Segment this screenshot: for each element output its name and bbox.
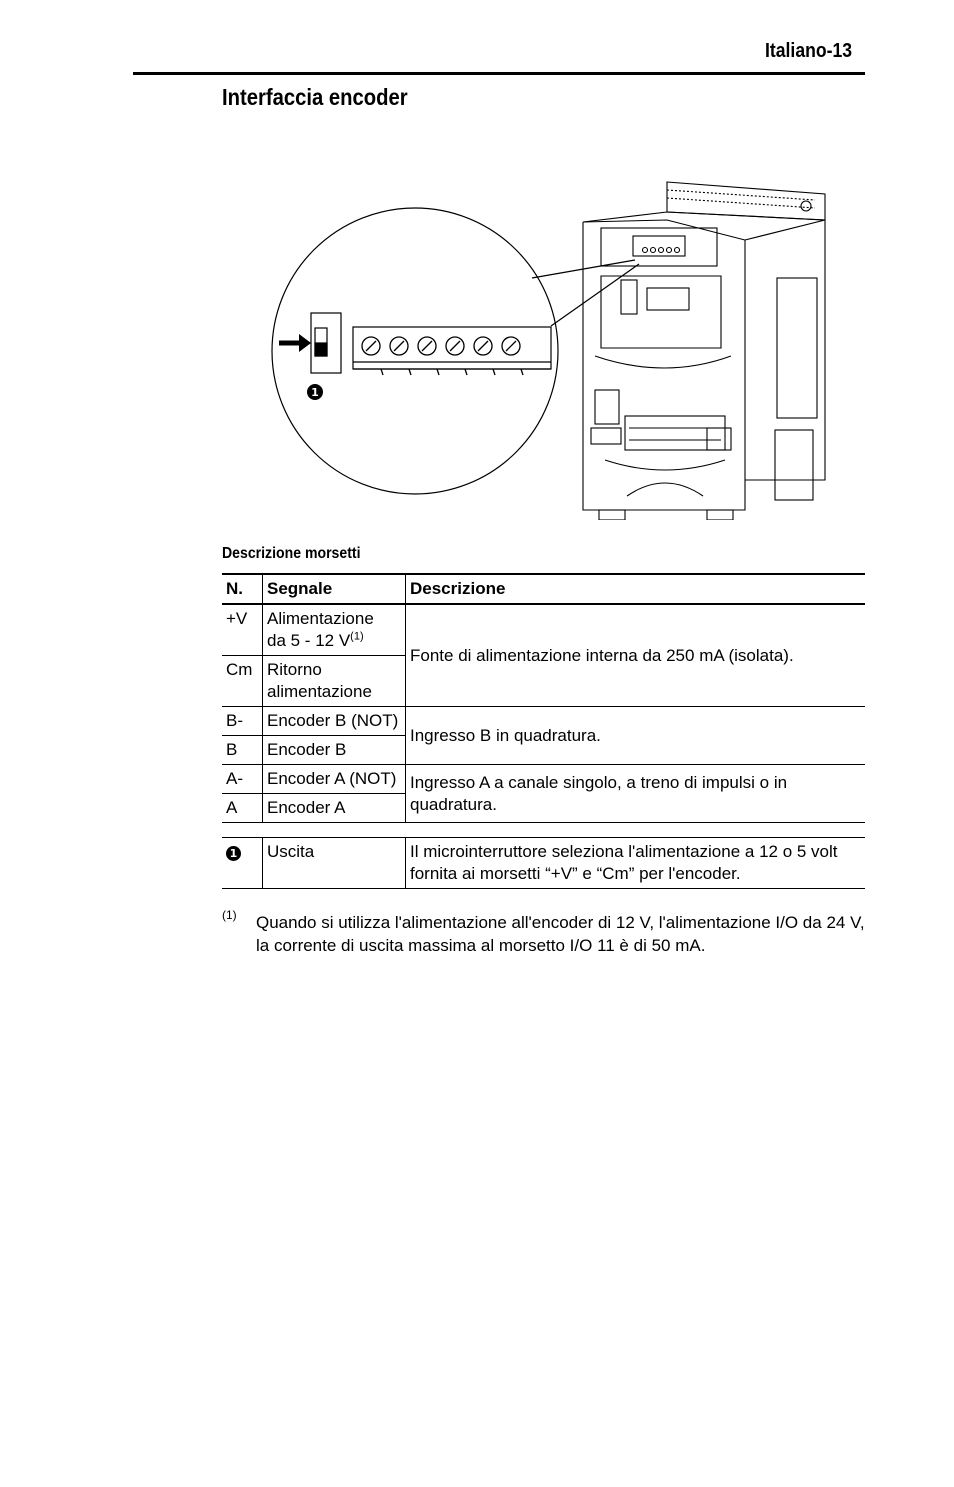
description-cell: Ingresso B in quadratura. <box>406 707 866 765</box>
terminal-no: +V <box>222 604 263 656</box>
drive-body <box>583 182 825 520</box>
table-row-output <box>222 838 865 889</box>
screw-slot <box>394 341 404 351</box>
terminal-tab <box>381 369 383 375</box>
terminal-tab <box>409 369 411 375</box>
description-cell: Ingresso A a canale singolo, a treno di impulsi o in quadratura. <box>406 765 866 823</box>
signal-name: Ritorno alimentazione <box>263 656 406 707</box>
terminal-description-table <box>222 573 865 889</box>
terminal-tab <box>437 369 439 375</box>
terminal-tab <box>521 369 523 375</box>
terminal-no: A <box>222 794 263 823</box>
table-row <box>222 707 865 736</box>
screw-slot <box>506 341 516 351</box>
terminal-block <box>353 327 551 369</box>
terminal-tab <box>465 369 467 375</box>
description-cell: Fonte di alimentazione interna da 250 mA (isolata). <box>406 604 866 707</box>
signal-name: Uscita <box>263 838 406 889</box>
output-marker-cell <box>222 838 263 889</box>
arrow-right-icon <box>279 334 311 352</box>
footnote-line: Quando si utilizza l'alimentazione all'encoder di 12 V, l'alimentazione I/O da 24 V, <box>256 913 865 932</box>
column-header-description: Descrizione <box>406 574 866 604</box>
terminal-no: Cm <box>222 656 263 707</box>
signal-name: Encoder B (NOT) <box>263 707 406 736</box>
description-cell: Il microinterruttore seleziona l'alimentazione a 12 o 5 volt fornita ai morsetti “+V” e “Cm” per l'encoder. <box>406 838 866 889</box>
screw-slot <box>366 341 376 351</box>
header-rule <box>133 72 865 75</box>
drive-illustration <box>255 180 835 520</box>
table-row <box>222 765 865 794</box>
table-caption: Descrizione morsetti <box>222 545 361 562</box>
column-header-no: N. <box>222 574 263 604</box>
terminal-no: A- <box>222 765 263 794</box>
table-spacer <box>222 823 865 838</box>
terminal-no: B <box>222 736 263 765</box>
table-header-row <box>222 574 865 604</box>
column-header-signal: Segnale <box>263 574 406 604</box>
table-row <box>222 604 865 656</box>
screw-slot <box>478 341 488 351</box>
svg-text:1: 1 <box>311 386 319 399</box>
screw-slot <box>450 341 460 351</box>
footnote-mark: (1) <box>222 908 237 922</box>
footnote-ref: (1) <box>350 630 364 643</box>
signal-name: Encoder A (NOT) <box>263 765 406 794</box>
encoder-interface-figure <box>255 180 835 525</box>
section-title: Interfaccia encoder <box>222 84 408 110</box>
screw-slot <box>422 341 432 351</box>
footnote-line: la corrente di uscita massima al morsetto I/O 11 è di 50 mA. <box>256 936 706 955</box>
terminal-tab <box>493 369 495 375</box>
signal-name: Alimentazione da 5 - 12 $V^{(1)}$ <box>263 604 406 656</box>
callout-marker-1: 1 <box>226 846 241 861</box>
signal-name: Encoder B <box>263 736 406 765</box>
page-header-label: Italiano-13 <box>765 40 853 62</box>
signal-name: Encoder A <box>263 794 406 823</box>
terminal-no: B- <box>222 707 263 736</box>
